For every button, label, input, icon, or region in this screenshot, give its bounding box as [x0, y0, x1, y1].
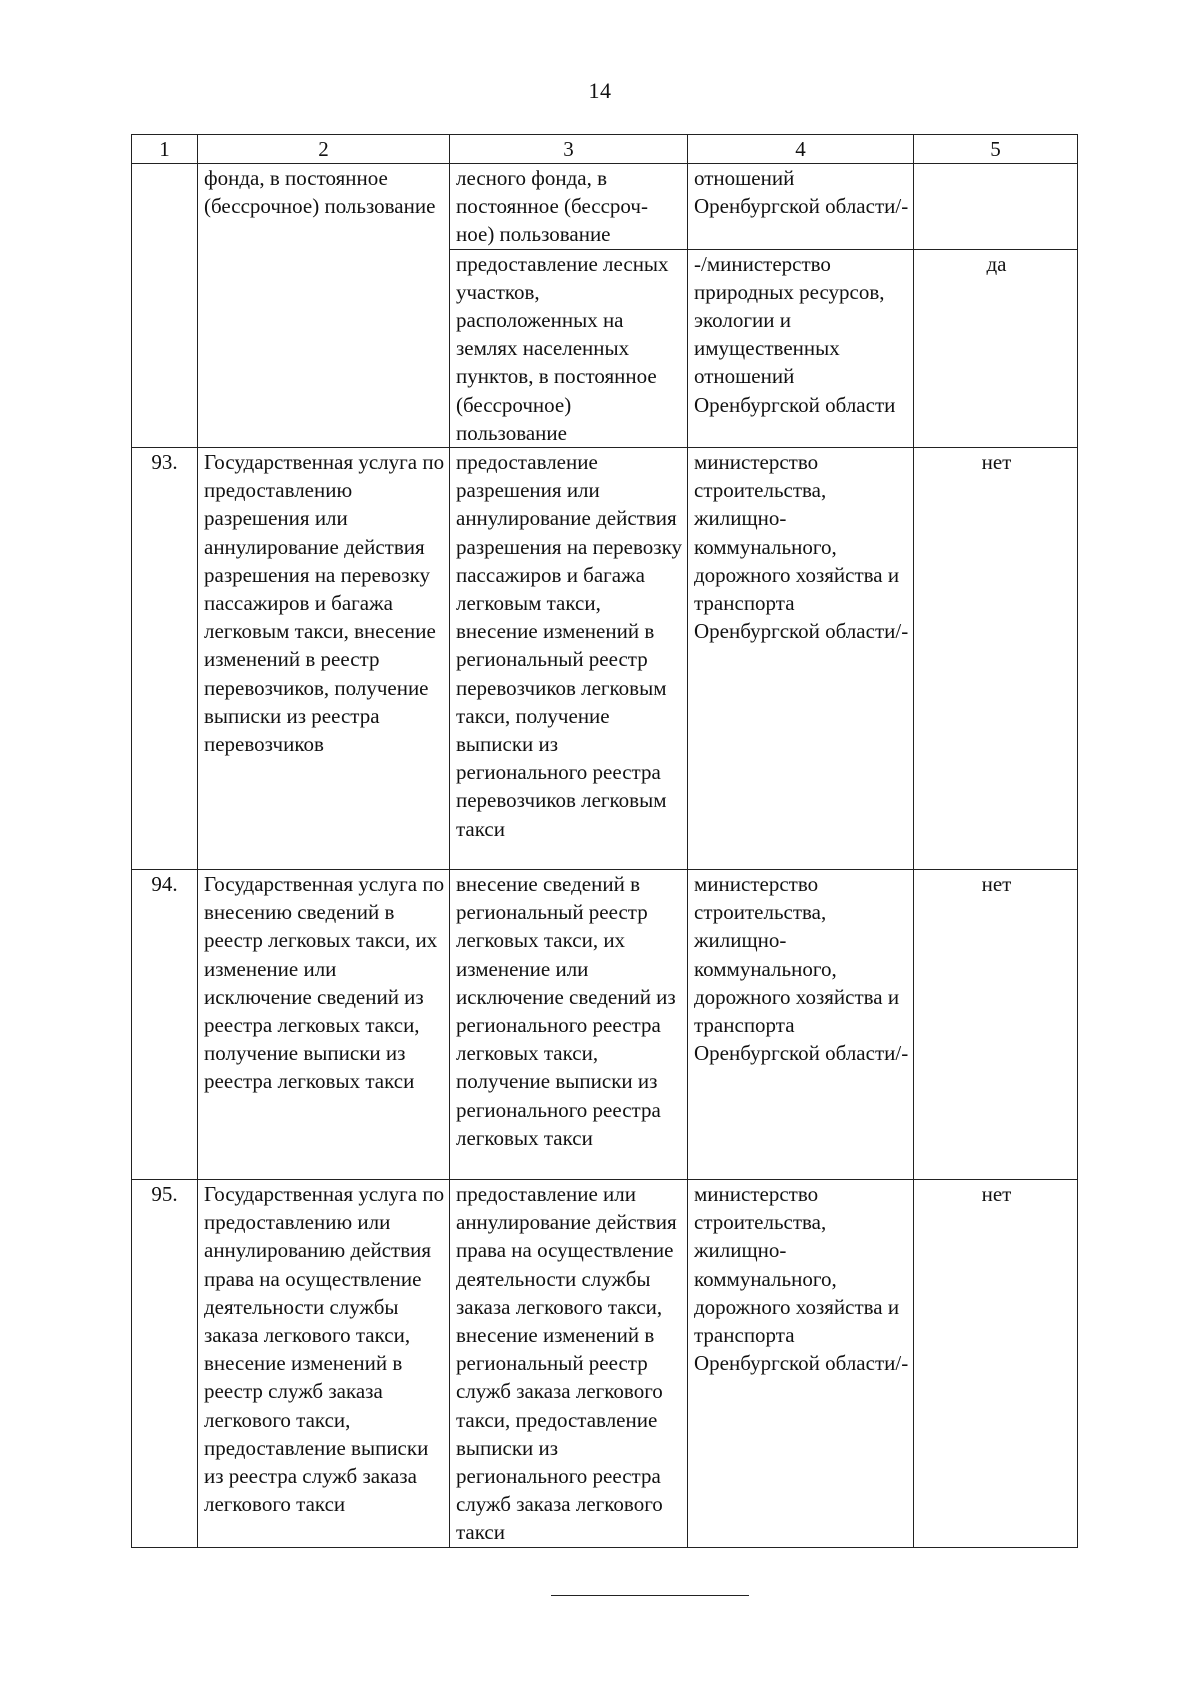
- authority: -/министерство природных ресурсов, экологии и имущественных отношений Оренбургской области: [688, 249, 914, 447]
- sub-service: предоставление лесных участков, расположенных на землях населенных пунктов, в постоянное (бессрочное) пользование: [450, 249, 688, 447]
- sub-service: предоставление или аннулирование действия права на осуществление деятельности службы заказа легкового такси, внесение изменений в региональный реестр служб заказа легкового такси, предоставление выписки из регионального реестра служб заказа легкового такси: [450, 1180, 688, 1548]
- table-row: [132, 1180, 1078, 1548]
- authority: министерство строительства, жилищно-коммунального, дорожного хозяйства и транспорта Оренбургской области/-: [688, 448, 914, 870]
- flag: нет: [914, 1180, 1078, 1548]
- flag: [914, 164, 1078, 250]
- authority: министерство строительства, жилищно-коммунального, дорожного хозяйства и транспорта Оренбургской области/-: [688, 870, 914, 1180]
- authority: министерство строительства, жилищно-коммунального, дорожного хозяйства и транспорта Оренбургской области/-: [688, 1180, 914, 1548]
- service-name: фонда, в постоянное (бессрочное) пользование: [198, 164, 450, 448]
- column-header: 2: [198, 135, 450, 164]
- service-name: Государственная услуга по внесению сведений в реестр легковых такси, их изменение или исключение сведений из реестра легковых такси, получение выписки из реестра легковых такси: [198, 870, 450, 1180]
- column-header: 5: [914, 135, 1078, 164]
- row-number: 95.: [132, 1180, 198, 1548]
- column-header: 4: [688, 135, 914, 164]
- table-row: [132, 164, 1078, 250]
- row-number: [132, 164, 198, 448]
- table-header-row: [132, 135, 1078, 164]
- table-row: [132, 870, 1078, 1180]
- service-name: Государственная услуга по предоставлению или аннулированию действия права на осуществление деятельности службы заказа легкового такси, внесение изменений в реестр служб заказа легкового такси, предоставление выписки из реестра служб заказа легкового такси: [198, 1180, 450, 1548]
- sub-service: предоставление разрешения или аннулирование действия разрешения на перевозку пассажиров и багажа легковым такси, внесение изменений в региональный реестр перевозчиков легковым такси, получение выписки из регионального реестра перевозчиков легковым такси: [450, 448, 688, 870]
- flag: да: [914, 249, 1078, 447]
- page-number: 14: [588, 78, 612, 103]
- column-header: 3: [450, 135, 688, 164]
- sub-service: внесение сведений в региональный реестр легковых такси, их изменение или исключение сведений из регионального реестра легковых такси, получение выписки из регионального реестра легковых такси: [450, 870, 688, 1180]
- service-name: Государственная услуга по предоставлению разрешения или аннулирование действия разрешения на перевозку пассажиров и багажа легковым такси, внесение изменений в реестр перевозчиков, получение выписки из реестра перевозчиков: [198, 448, 450, 870]
- row-number: 94.: [132, 870, 198, 1180]
- sub-service: лесного фонда, в постоянное (бессроч-ное) пользование: [450, 164, 688, 250]
- row-number: 93.: [132, 448, 198, 870]
- footer-divider: [551, 1595, 749, 1596]
- column-header: 1: [132, 135, 198, 164]
- flag: нет: [914, 870, 1078, 1180]
- services-table: [131, 134, 1078, 1548]
- flag: нет: [914, 448, 1078, 870]
- authority: отношений Оренбургской области/-: [688, 164, 914, 250]
- table-row: [132, 448, 1078, 870]
